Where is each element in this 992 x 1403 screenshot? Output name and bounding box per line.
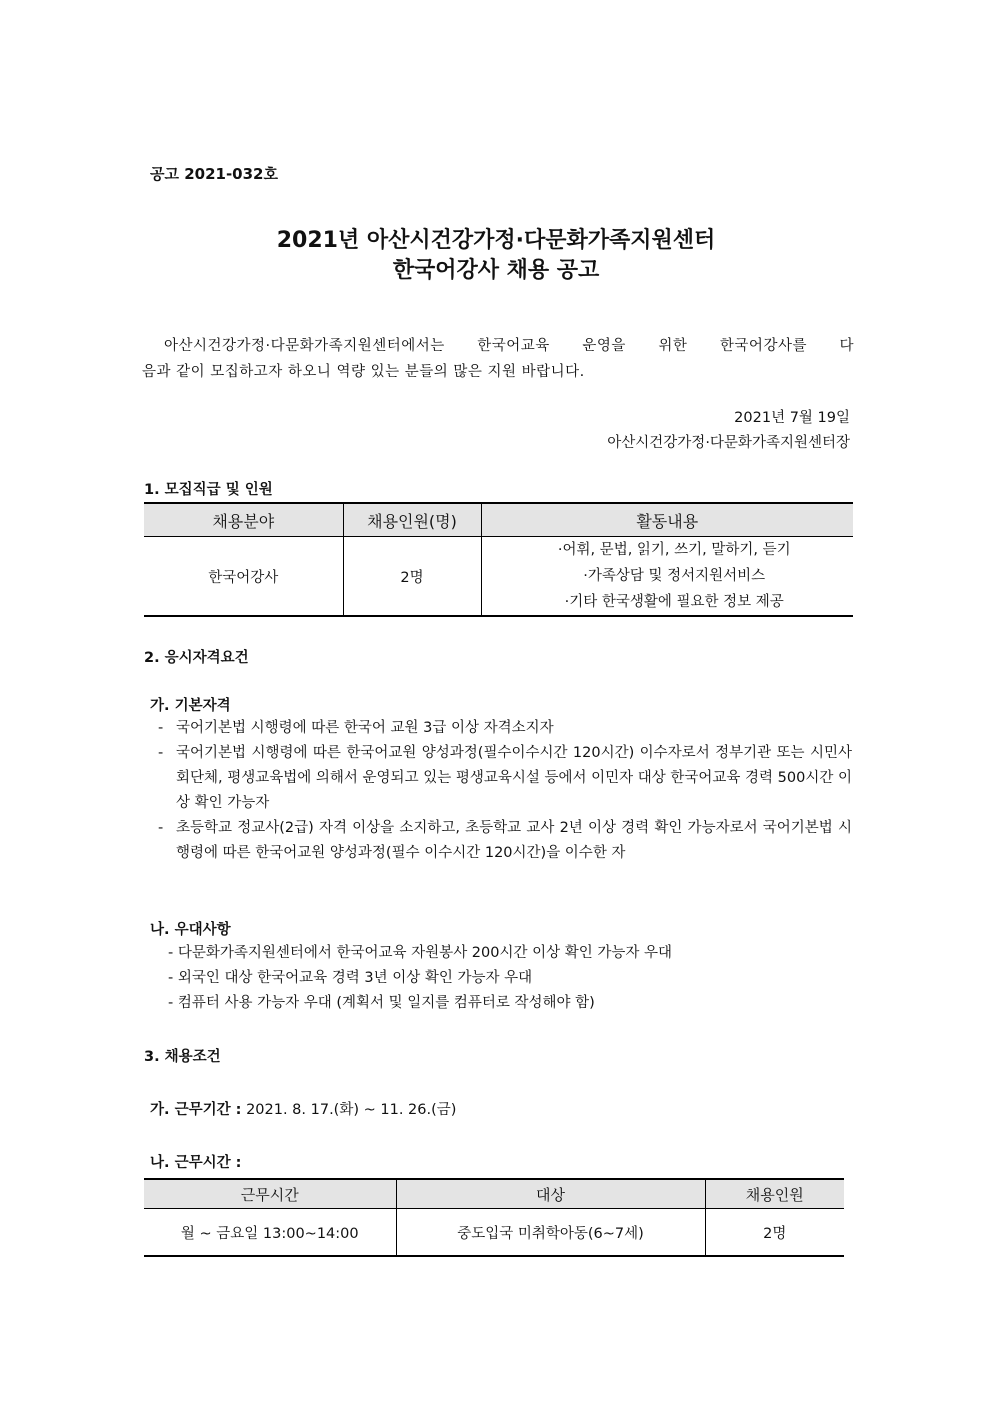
work-hours-table-header [144,1179,844,1209]
recruitment-table [144,502,853,617]
section-2-heading: 2. 응시자격요건 [144,650,249,666]
header-activities: 활동내용 [481,503,853,537]
qualification-text: 국어기본법 시행령에 따른 한국어 교원 3급 이상 자격소지자 [176,720,554,736]
activity-item: ·어휘, 문법, 읽기, 쓰기, 말하기, 듣기 [557,542,791,558]
cell-activities [481,537,853,617]
header-field: 채용분야 [144,503,343,537]
issuing-organization: 아산시건강가정·다문화가족지원센터장 [607,435,850,451]
work-period-value: 2021. 8. 17.(화) ~ 11. 26.(금) [246,1102,457,1118]
work-hours-table [144,1178,844,1257]
cell-count: 2명 [343,537,481,617]
preference-item: - 다문화가족지원센터에서 한국어교육 자원봉사 200시간 이상 확인 가능자 우대 [168,945,672,961]
notice-number: 공고 2021-032호 [150,165,278,183]
cell-field: 한국어강사 [144,537,343,617]
qualification-text: 국어기본법 시행령에 따른 한국어교원 양성과정(필수이수시간 120시간) 이수자로서 정부기관 또는 시민사회단체, 평생교육법에 의해서 운영되고 있는 평생교육시설 등에서 이민자 대상 한국어교육 경력 500시간 이상 확인 가능자 [176,745,852,811]
qualification-item: - 초등학교 정교사(2급) 자격 이상을 소지하고, 초등학교 교사 2년 이상 경력 확인 가능자로서 국어기본법 시행령에 따른 한국어교원 양성과정(필수 이수시간 120시간)을 이수한 자 [158,816,852,866]
header-count: 채용인원(명) [343,503,481,537]
table-row [144,537,853,617]
activity-item: ·기타 한국생활에 필요한 정보 제공 [564,594,784,610]
work-period-label: 가. 근무기간 : [150,1102,242,1118]
cell-target: 중도입국 미취학아동(6~7세) [396,1209,705,1257]
intro-line-2: 음과 같이 모집하고자 하오니 역량 있는 분들의 많은 지원 바랍니다. [142,364,585,380]
qualification-item: - 국어기본법 시행령에 따른 한국어 교원 3급 이상 자격소지자 [158,716,852,741]
preference-item: - 외국인 대상 한국어교육 경력 3년 이상 확인 가능자 우대 [168,970,533,986]
cell-hire-count: 2명 [705,1209,844,1257]
section-1-heading: 1. 모집직급 및 인원 [144,482,273,498]
header-target: 대상 [396,1179,705,1209]
qualification-item: - 국어기본법 시행령에 따른 한국어교원 양성과정(필수이수시간 120시간) 이수자로서 정부기관 또는 시민사회단체, 평생교육법에 의해서 운영되고 있는 평생교육시설 등에서 이민자 대상 한국어교육 경력 500시간 이상 확인 가능자 [158,741,852,816]
header-hire-count: 채용인원 [705,1179,844,1209]
cell-hours: 월 ~ 금요일 13:00~14:00 [144,1209,396,1257]
page-title-line1: 2021년 아산시건강가정·다문화가족지원센터 [276,228,716,253]
work-hours-label: 나. 근무시간 : [150,1155,242,1171]
qualification-text: 초등학교 정교사(2급) 자격 이상을 소지하고, 초등학교 교사 2년 이상 경력 확인 가능자로서 국어기본법 시행령에 따른 한국어교원 양성과정(필수 이수시간 120시간)을 이수한 자 [176,820,852,861]
preference-heading: 나. 우대사항 [150,922,231,938]
page-title-line2: 한국어강사 채용 공고 [392,258,600,283]
intro-line-1: 아산시건강가정·다문화가족지원센터에서는 한국어교육 운영을 위한 한국어강사를 다 [164,338,854,354]
activity-item: ·가족상담 및 정서지원서비스 [583,568,766,584]
header-hours: 근무시간 [144,1179,396,1209]
basic-qualification-heading: 가. 기본자격 [150,698,231,714]
recruitment-table-header [144,503,853,537]
notice-date: 2021년 7월 19일 [734,410,850,426]
preference-item: - 컴퓨터 사용 가능자 우대 (계획서 및 일지를 컴퓨터로 작성해야 함) [168,995,595,1011]
table-row [144,1209,844,1257]
section-3-heading: 3. 채용조건 [144,1049,221,1065]
work-period [150,1098,456,1119]
